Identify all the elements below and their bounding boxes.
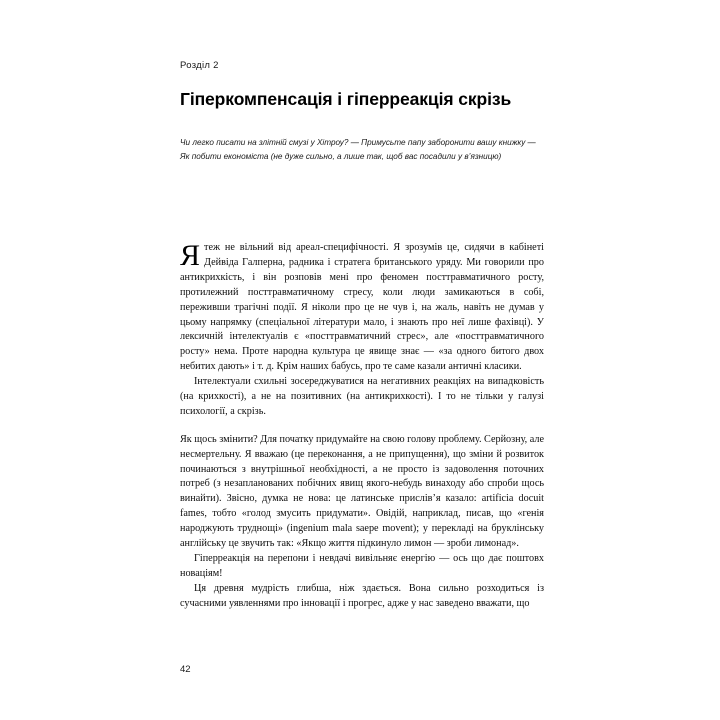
- paragraph: Інтелектуали схильні зосереджуватися на негативних реакціях на випадковість (на крихкості), а не на позитивних (на антикрихкості). І то не тільки у галузі психології, а скрізь.: [180, 376, 544, 417]
- chapter-label: Розділ 2: [180, 60, 219, 71]
- chapter-title: Гіперкомпенсація і гіперреакція скрізь: [180, 89, 512, 109]
- paragraph: Ця древня мудрість глибша, ніж здається. Вона сильно розходиться із сучасними уявленнями про інновації і прогрес, адже у нас заведено вважати, що: [180, 582, 544, 609]
- paragraph: Як щось змінити? Для початку придумайте на свою голову проблему. Серйозну, але несмертельну. Я вважаю (це переконання, а не припущення), що зміни й розвиток починаються з внутрішньої необхідності, а не просто із задоволення поточних потреб (з незапланованих побічних явищ якого-небудь винаходу або спроби щось винайти). Звісно, думка не нова: це латинське прислів’я казало: artificia docuit fames, тобто «голод змусить придумати». Овідій, наприклад, писав, що «генія народжують труднощі» (ingenium mala saepe movent); у перекладі на бруклінську англійську це звучить так: «Якщо життя підкинуло лимон — зроби лимонад».: [180, 433, 544, 549]
- paragraph: Гіперреакція на перепони і невдачі вивільняє енергію — ось що дає поштовх новаціям!: [180, 552, 544, 579]
- page-number: 42: [180, 664, 191, 675]
- paragraph-text: теж не вільний від ареал-специфічності. Я зрозумів це, сидячи в кабінеті Дейвіда Галперна, радника і стратега британського уряду. Ми говорили про антикрихкість, і він розповів мені про феномен посттравматичного росту, протилежний посттравматичному стресу, коли люди замикаються в собі, переживши трагічні події. Я ніколи про це не чув і, на жаль, навіть не думав у цьому напрямку (спеціальної літератури мало, і знають про неї лише фахівці). У лексичній інтелектуалів є «посттравматичний стрес», але «посттравматичного росту» нема. Проте народна культура це явище знає — «за одного битого двох небитих дають» і т. д. Крім наших бабусь, про те саме казали античні класики.: [180, 242, 544, 373]
- paragraph-group-1: [180, 241, 544, 420]
- body-text: [180, 241, 544, 611]
- drop-cap: Я: [180, 239, 201, 273]
- paragraph-group-2: [180, 433, 544, 612]
- paragraph: [180, 241, 544, 375]
- chapter-epigraph: Чи легко писати на злітній смузі у Хітроу? — Примусьте папу заборонити вашу книжку — Як побити економіста (не дуже сильно, а лише так, щоб вас посадили у в’язницю): [180, 138, 536, 161]
- page-content: [180, 60, 544, 624]
